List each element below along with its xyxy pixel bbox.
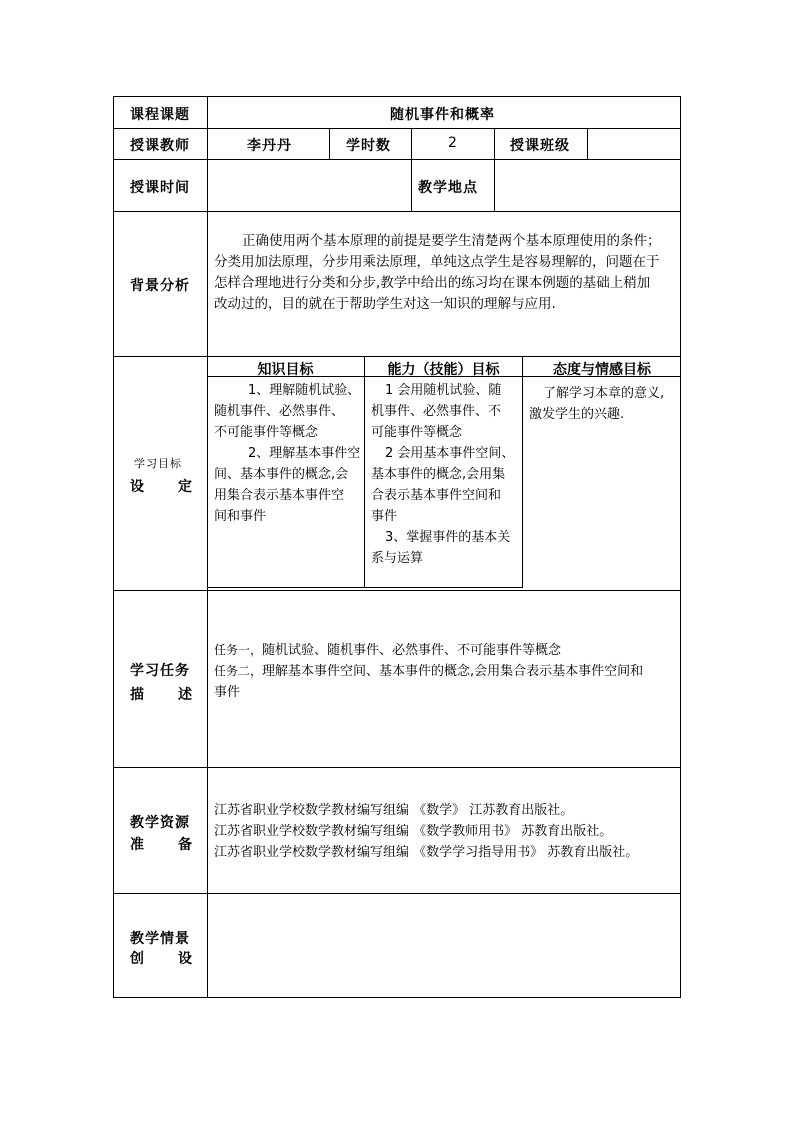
resource-item: 江苏省职业学校数学教材编写组编 《数学》 江苏教育出版社。: [214, 803, 574, 818]
ability-line: 合表示基本事件空间和: [371, 488, 502, 503]
background-line: 分类用加法原理，分步用乘法原理，单纯这点学生是容易理解的，问题在于: [214, 254, 660, 270]
header-attitude: 态度与情感目标: [553, 362, 651, 378]
ability-line: 3、掌握事件的基本关: [385, 530, 511, 545]
objectives-label-small: 学习目标: [134, 457, 182, 470]
location-label: 教学地点: [418, 180, 478, 196]
divider-class-value: [587, 128, 588, 160]
ability-line: 基本事件的概念,会用集: [371, 467, 506, 482]
objectives-col-divider-1: [364, 356, 365, 588]
resources-list: [214, 800, 678, 863]
class-label: 授课班级: [510, 138, 570, 154]
ability-objectives: [371, 380, 521, 569]
ability-line: 事件: [371, 509, 398, 524]
knowledge-objectives: [214, 380, 362, 527]
header-ability: 能力（技能）目标: [387, 362, 500, 378]
hours-label: 学时数: [346, 138, 391, 154]
attitude-line: 激发学生的兴趣.: [529, 407, 625, 422]
divider-teacher-hours: [329, 128, 330, 160]
time-label: 授课时间: [130, 180, 190, 196]
resources-label-prepare-1: 准: [130, 837, 145, 853]
background-text: [214, 231, 678, 315]
ability-line: 可能事件等概念: [371, 425, 463, 440]
course-title: 随机事件和概率: [390, 107, 495, 123]
resources-label-prepare-2: 备: [178, 837, 193, 853]
tasks-label-describe-2: 述: [178, 687, 193, 703]
ability-line: 机事件、必然事件、不: [371, 404, 502, 419]
background-line: 改动过的，目的就在于帮助学生对这一知识的理解与应用.: [214, 296, 556, 312]
row-scenario: [113, 893, 681, 998]
teacher-label: 授课教师: [130, 138, 190, 154]
hours-value: 2: [448, 135, 457, 151]
knowledge-line: 间、基本事件的概念,会: [214, 467, 349, 482]
course-label: 课程课题: [130, 107, 190, 123]
objectives-label-set: 设: [130, 479, 145, 495]
knowledge-line: 不可能事件等概念: [214, 425, 319, 440]
ability-line: 2 会用基本事件空间、: [385, 446, 515, 461]
task-prefix: 任务一，: [214, 643, 263, 657]
ability-line: 系与运算: [371, 551, 424, 566]
row-time: [113, 159, 681, 212]
attitude-objectives: [529, 383, 679, 425]
divider-time-location: [411, 159, 412, 212]
knowledge-line: 2、理解基本事件空: [248, 446, 361, 461]
knowledge-line: 随机事件、必然事件、: [214, 404, 345, 419]
ability-line: 1 会用随机试验、随: [385, 383, 502, 398]
label-column-divider: [207, 96, 208, 998]
resource-item: 江苏省职业学校数学教材编写组编 《数学教师用书》 苏教育出版社。: [214, 824, 613, 839]
task-item: [214, 661, 678, 682]
objectives-inner-bottom: [207, 587, 523, 588]
background-line: 正确使用两个基本原理的前提是要学生清楚两个基本原理使用的条件；: [242, 233, 661, 249]
task-item: [214, 640, 678, 661]
task-text: 事件: [214, 685, 241, 700]
knowledge-line: 1、理解随机试验、: [248, 383, 361, 398]
task-item: [214, 682, 678, 703]
tasks-label: 学习任务: [130, 663, 190, 679]
task-text: 随机试验、随机事件、必然事件、不可能事件等概念: [262, 643, 562, 658]
task-prefix: 任务二，: [214, 664, 263, 678]
divider-location-value: [494, 159, 495, 212]
divider-hours-value: [411, 128, 412, 160]
header-knowledge: 知识目标: [257, 362, 314, 378]
objectives-label-fix: 定: [178, 479, 193, 495]
scenario-label-create-1: 创: [130, 951, 145, 967]
scenario-label-create-2: 设: [178, 951, 193, 967]
task-list: [214, 640, 678, 703]
objectives-col-divider-2: [522, 356, 523, 588]
resource-item: 江苏省职业学校数学教材编写组编 《数学学习指导用书》 苏教育出版社。: [214, 845, 639, 860]
tasks-label-describe-1: 描: [130, 687, 145, 703]
background-label: 背景分析: [130, 278, 190, 294]
scenario-label: 教学情景: [130, 931, 190, 947]
attitude-line: 了解学习本章的意义,: [543, 386, 665, 401]
row-teacher: [113, 128, 681, 160]
divider-hours-class: [494, 128, 495, 160]
task-text: 理解基本事件空间、基本事件的概念,会用集合表示基本事件空间和: [262, 664, 644, 679]
background-line: 怎样合理地进行分类和分步,教学中给出的练习均在课本例题的基础上稍加: [214, 275, 651, 291]
resources-label: 教学资源: [130, 815, 190, 831]
teacher-name: 李丹丹: [247, 138, 292, 154]
knowledge-line: 用集合表示基本事件空: [214, 488, 345, 503]
knowledge-line: 间和事件: [214, 509, 267, 524]
